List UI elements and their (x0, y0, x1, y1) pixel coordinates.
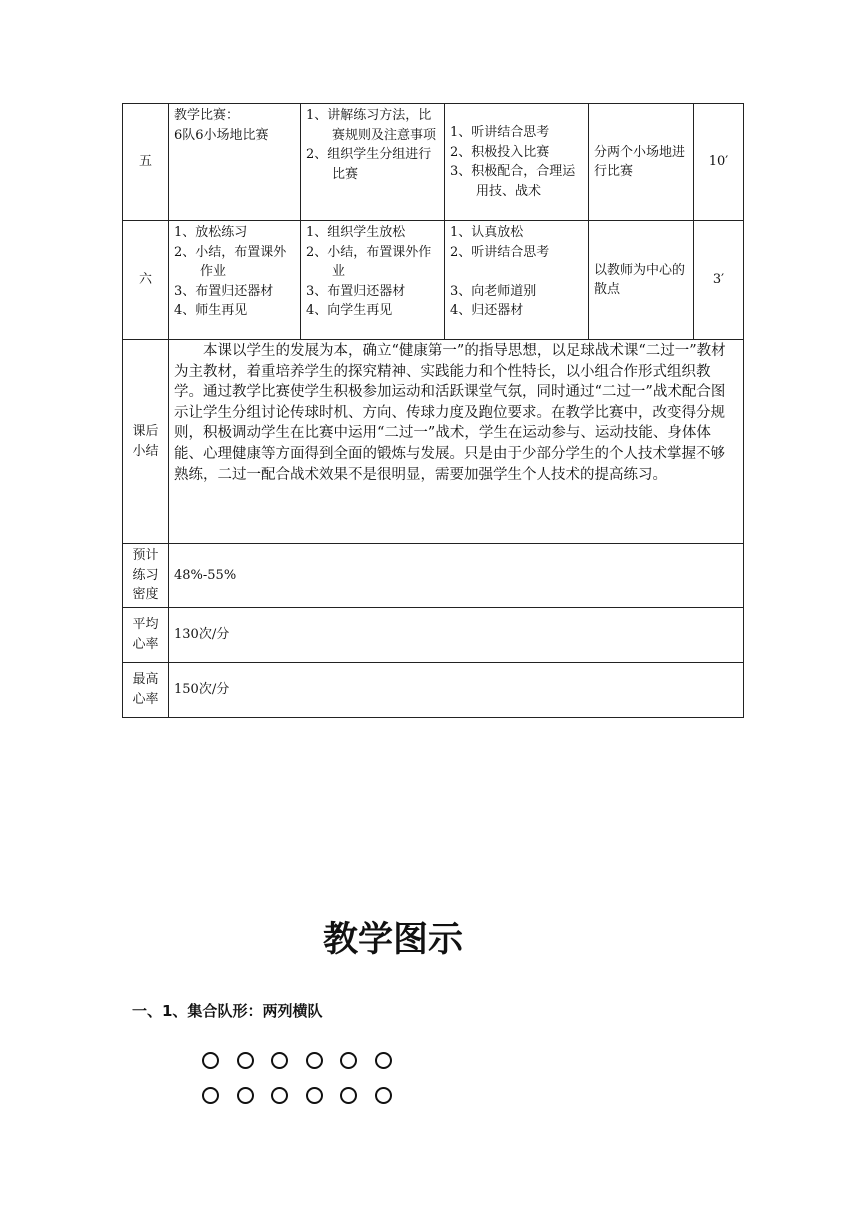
teacher-activity-cell (301, 221, 445, 340)
student-marker (237, 1052, 254, 1069)
student-activity-line: 3、积极配合，合理运用技、战术 (450, 164, 576, 199)
student-activity-cell (445, 221, 589, 340)
content-line: 3、布置归还器材 (174, 283, 274, 299)
organization-cell: 分两个小场地进行比赛 (589, 104, 694, 221)
max-hr-label: 最高心率 (123, 662, 169, 717)
table-row-6 (123, 221, 744, 340)
table-row-5 (123, 104, 744, 221)
avg-hr-label: 平均心率 (123, 607, 169, 662)
student-marker (271, 1087, 288, 1104)
student-marker (340, 1087, 357, 1104)
student-activity-line: 2、积极投入比赛 (450, 144, 550, 160)
student-marker (271, 1052, 288, 1069)
student-activity-cell (445, 104, 589, 221)
content-cell (169, 104, 301, 221)
student-marker (202, 1052, 219, 1069)
max-hr-row (123, 662, 744, 717)
density-row (123, 544, 744, 608)
organization-cell: 以教师为中心的散点 (589, 221, 694, 340)
student-activity-line: 2、听讲结合思考 (450, 244, 550, 260)
content-cell (169, 221, 301, 340)
content-line: 2、小结，布置课外作业 (174, 244, 287, 279)
teacher-activity-line: 3、布置归还器材 (306, 283, 406, 299)
student-marker (375, 1052, 392, 1069)
content-line: 4、师生再见 (174, 303, 248, 318)
time-cell: 3′ (694, 221, 744, 340)
content-line: 教学比赛： (174, 108, 240, 123)
student-marker (375, 1087, 392, 1104)
teacher-activity-line: 4、向学生再见 (306, 303, 393, 318)
density-value: 48%-55% (169, 544, 744, 608)
teacher-activity-line: 1、讲解练习方法，比赛规则及注意事项 (306, 108, 437, 143)
teacher-activity-cell (301, 104, 445, 221)
avg-hr-row (123, 607, 744, 662)
teacher-activity-line: 2、组织学生分组进行比赛 (306, 147, 432, 182)
density-label: 预计练习密度 (123, 544, 169, 608)
student-activity-line: 1、听讲结合思考 (450, 125, 550, 140)
summary-text: 本课以学生的发展为本，确立“健康第一”的指导思想，以足球战术课“二过一”教材为主教材，着重培养学生的探究精神、实践能力和个性特长，以小组合作形式组织教学。通过教学比赛使学生积极参加运动和活跃课堂气氛，同时通过“二过一”战术配合图示让学生分组讨论传球时机、方向、传球力度及跑位要求。在教学比赛中，改变得分规则，积极调动学生在比赛中运用“二过一”战术，学生在运动参与、运动技能、身体体能、心理健康等方面得到全面的锻炼与发展。只是由于少部分学生的个人技术掌握不够熟练，二过一配合战术效果不是很明显，需要加强学生个人技术的提高练习。 (169, 340, 744, 544)
max-hr-value: 150次/分 (169, 662, 744, 717)
content-line: 6队6小场地比赛 (174, 127, 269, 143)
student-marker (340, 1052, 357, 1069)
student-activity-line (450, 262, 583, 282)
summary-label: 课后小结 (123, 340, 169, 544)
student-marker (202, 1087, 219, 1104)
student-activity-line: 3、向老师道别 (450, 283, 537, 299)
time-cell: 10′ (694, 104, 744, 221)
summary-row (123, 340, 744, 544)
student-activity-line: 1、认真放松 (450, 225, 524, 240)
teacher-activity-line: 2、小结，布置课外作业 (306, 244, 432, 279)
formation-heading: 一、1、集合队形：两列横队 (132, 1002, 323, 1020)
student-marker (237, 1087, 254, 1104)
avg-hr-value: 130次/分 (169, 607, 744, 662)
teacher-activity-line: 1、组织学生放松 (306, 225, 406, 240)
student-activity-line: 4、归还器材 (450, 303, 524, 318)
diagram-title: 教学图示 (322, 920, 463, 960)
content-line: 1、放松练习 (174, 225, 248, 240)
lesson-plan-table (122, 103, 744, 718)
student-marker (306, 1087, 323, 1104)
student-marker (306, 1052, 323, 1069)
section-number: 六 (123, 221, 169, 340)
section-number: 五 (123, 104, 169, 221)
